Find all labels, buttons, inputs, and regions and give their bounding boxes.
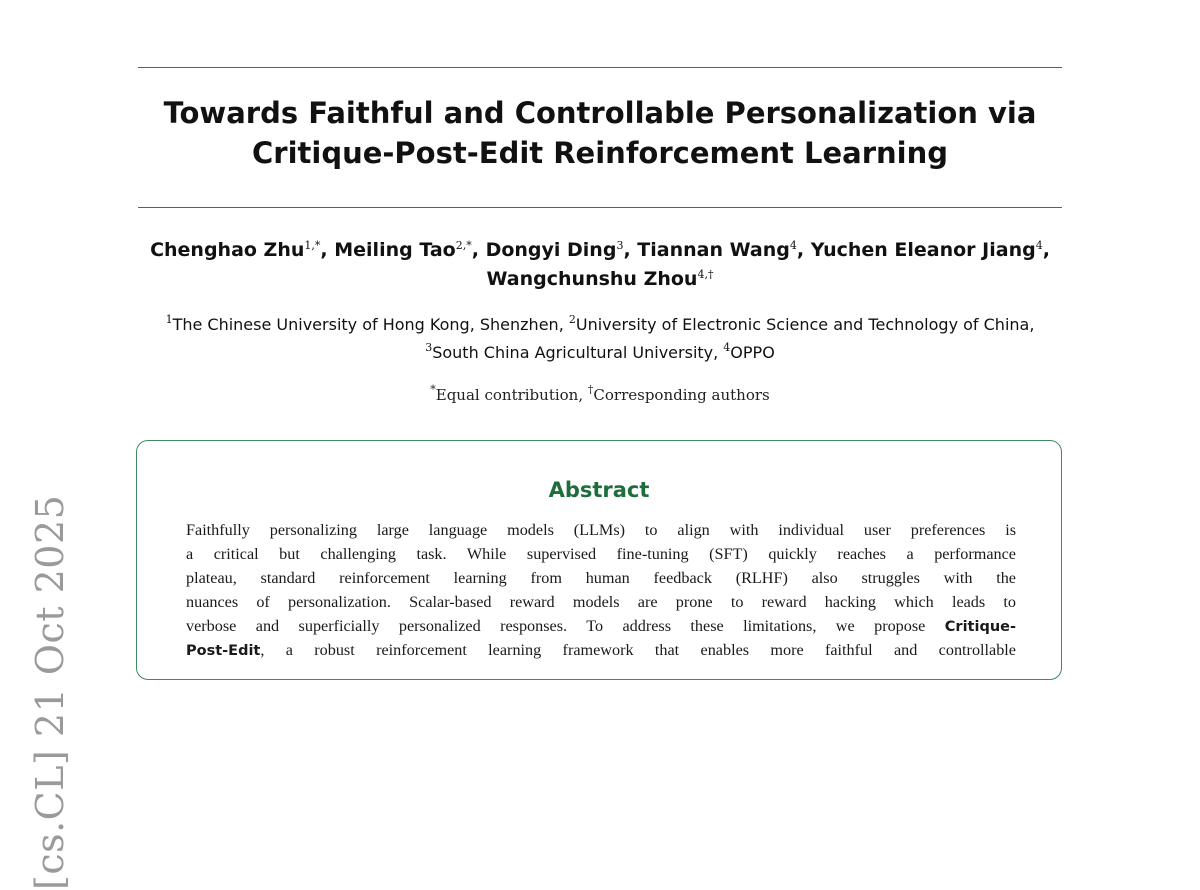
author-list: [138, 236, 1062, 294]
author: Wangchunshu Zhou$^{4,\dagger}$: [486, 268, 714, 290]
affiliation: $^4$OPPO: [723, 341, 775, 362]
affiliation-separator: ,: [1029, 315, 1035, 334]
affiliation-list: [138, 311, 1062, 367]
equal-contribution-note: Equal contribution: [435, 386, 579, 404]
author-separator: ,: [320, 239, 335, 261]
abstract-heading: Abstract: [548, 478, 650, 502]
author: Tiannan Wang$^4$: [637, 239, 797, 261]
corresponding-authors-note: Corresponding authors: [593, 386, 770, 404]
equal-contribution-mark: *: [430, 383, 436, 396]
author-separator: ,: [796, 239, 811, 261]
abstract-box: [136, 440, 1062, 680]
abstract-line: a critical but challenging task. While supervised fine-tuning (SFT) quickly reaches a performance: [186, 545, 1016, 563]
abstract-line: Post-Edit, a robust reinforcement learning framework that enables more faithful and controllable: [186, 641, 1016, 659]
abstract-line: nuances of personalization. Scalar-based reward models are prone to reward hacking which leads to: [186, 593, 1016, 611]
title-rule-bottom: [138, 207, 1062, 208]
author: Yuchen Eleanor Jiang$^4$: [810, 239, 1043, 261]
affiliation: $^1$The Chinese University of Hong Kong, Shenzhen: [165, 313, 559, 334]
author: Chenghao Zhu$^{1,*}$: [150, 239, 321, 261]
abstract-line: Faithfully personalizing large language models (LLMs) to align with individual user preferences is: [186, 521, 1016, 539]
author-separator: ,: [471, 239, 486, 261]
affiliation-separator: ,: [713, 343, 724, 362]
affiliation: $^3$South China Agricultural University: [425, 341, 714, 362]
abstract-line: plateau, standard reinforcement learning from human feedback (RLHF) also struggles with the: [186, 569, 1016, 587]
author: Meiling Tao$^{2,*}$: [334, 239, 472, 261]
paper-title: Towards Faithful and Controllable Personalization via Critique-Post-Edit Reinforcement Learning: [163, 96, 1037, 170]
author-separator: ,: [623, 239, 638, 261]
abstract-line: verbose and superficially personalized responses. To address these limitations, we propose Critique-: [186, 617, 1016, 635]
affiliation-separator: ,: [558, 315, 569, 334]
affiliation: $^2$University of Electronic Science and Technology of China: [568, 313, 1030, 334]
author-notes: *Equal contribution, †Corresponding authors: [430, 383, 770, 404]
abstract-text: [186, 518, 1016, 662]
arxiv-stamp-text: [cs.CL] 21 Oct 2025: [28, 494, 72, 890]
title-rule-top: [138, 67, 1062, 68]
author-separator: ,: [1042, 239, 1050, 261]
method-name: Post-Edit: [186, 643, 261, 659]
method-name: Critique-: [944, 619, 1016, 635]
corresponding-mark: †: [587, 383, 594, 396]
author: Dongyi Ding$^3$: [485, 239, 624, 261]
arxiv-side-stamp: [8, 330, 98, 890]
